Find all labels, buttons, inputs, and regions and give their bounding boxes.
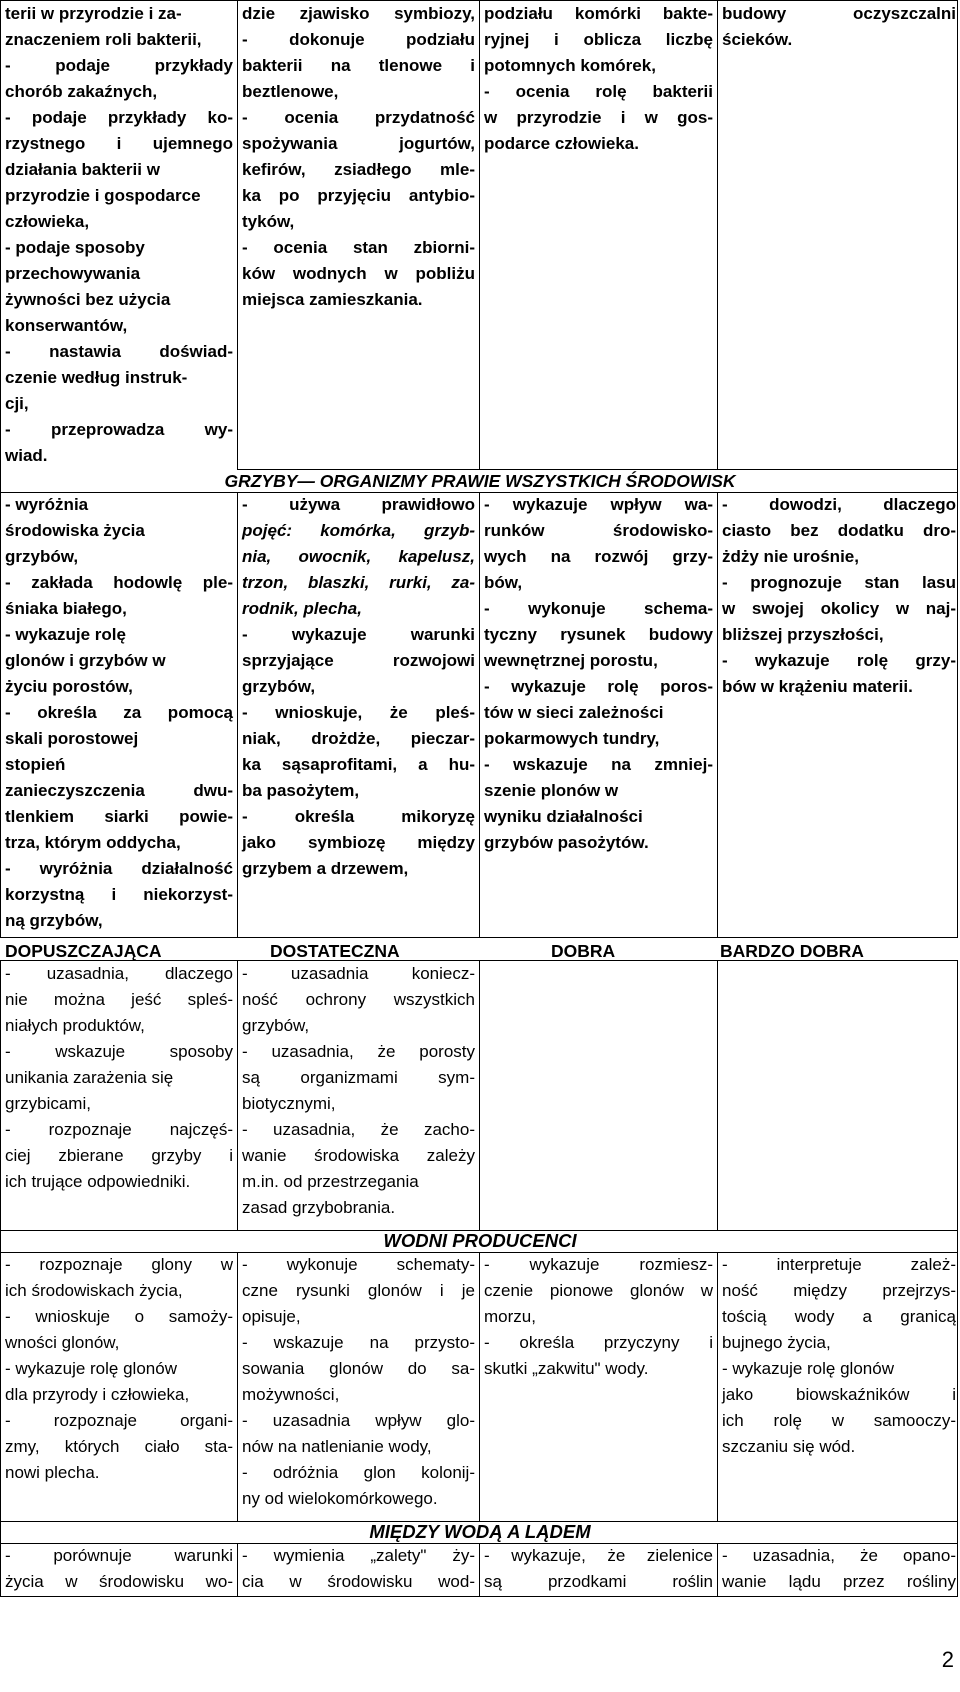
text-line: - wykazuje rolę glonów xyxy=(5,1359,177,1378)
bacteria-col2 xyxy=(237,1,479,313)
text-line: rzystnego i ujemnego xyxy=(5,134,233,153)
text-line: ność ochrony wszystkich xyxy=(242,990,475,1009)
text-line: bów, xyxy=(484,573,523,592)
text-line: - podaje przykłady ko- xyxy=(5,108,233,127)
text-line: - wykazuje, że zielenice xyxy=(484,1546,713,1565)
text-line: - uzasadnia koniecz- xyxy=(242,964,475,983)
text-line: ich trujące odpowiedniki. xyxy=(5,1172,191,1191)
text-line: rodnik, plecha, xyxy=(242,599,362,618)
text-line: - ocenia stan zbiorni- xyxy=(242,238,475,257)
land-col3 xyxy=(479,1543,717,1595)
text-line: nia, owocnik, kapelusz, xyxy=(242,547,475,566)
text-line: są organizmami sym- xyxy=(242,1068,475,1087)
text-line: - wnioskuje o samoży- xyxy=(5,1307,233,1326)
text-line: życia w środowisku wo- xyxy=(5,1572,233,1591)
text-line: wiad. xyxy=(5,446,48,465)
text-line: m.in. od przestrzegania xyxy=(242,1172,419,1191)
text-line: - wykazuje rozmiesz- xyxy=(484,1255,713,1274)
text-line: runków środowisko- xyxy=(484,521,713,540)
text-line: - uzasadnia, że zacho- xyxy=(242,1120,475,1139)
text-line: bliższej przyszłości, xyxy=(722,625,884,644)
level-bardzo-dobra: BARDZO DOBRA xyxy=(720,941,864,961)
text-line: zasad grzybobrania. xyxy=(242,1198,396,1217)
text-line: - wykazuje rolę grzy- xyxy=(722,651,956,670)
text-line: czne rysunki glonów i je xyxy=(242,1281,475,1300)
text-line: beztlenowe, xyxy=(242,82,339,101)
text-line: - ocenia rolę bakterii xyxy=(484,82,713,101)
text-line: - uzasadnia, że porosty xyxy=(242,1042,475,1061)
text-line: przyrodzie i gospodarce xyxy=(5,186,201,205)
text-line: sowania glonów do sa- xyxy=(242,1359,475,1378)
level-dobra: DOBRA xyxy=(551,941,616,961)
page-number: 2 xyxy=(941,1647,954,1672)
section-title-land: MIĘDZY WODĄ A LĄDEM xyxy=(369,1521,591,1542)
row-rule xyxy=(0,1596,958,1597)
text-line: ciej zbierane grzyby i xyxy=(5,1146,233,1165)
text-line: cji, xyxy=(5,394,29,413)
text-line: skali porostowej xyxy=(5,729,139,748)
text-line: spożywania jogurtów, xyxy=(242,134,475,153)
level-dostateczna: DOSTATECZNA xyxy=(270,941,400,961)
text-line: - rozpoznaje organi- xyxy=(5,1411,233,1430)
text-line: grzybów, xyxy=(242,1016,310,1035)
text-line: - zakłada hodowlę ple- xyxy=(5,573,233,592)
text-line: ciasto bez dodatku dro- xyxy=(722,521,956,540)
fungi-col4 xyxy=(717,492,960,700)
text-line: - dokonuje podziału xyxy=(242,30,475,49)
algae-col1 xyxy=(0,1252,237,1486)
text-line: - wyróżnia xyxy=(5,495,89,514)
text-line: ny od wielokomórkowego. xyxy=(242,1489,438,1508)
text-line: życiu porostów, xyxy=(5,677,133,696)
text-line: - wykazuje rolę poros- xyxy=(484,677,713,696)
column-rule xyxy=(957,960,958,1230)
text-line: niak, drożdże, pieczar- xyxy=(242,729,475,748)
text-line: - wskazuje na zmniej- xyxy=(484,755,713,774)
text-line: - odróżnia glon kolonij- xyxy=(242,1463,475,1482)
text-line: pojęć: komórka, grzyb- xyxy=(242,521,475,540)
text-line: dla przyrody i człowieka, xyxy=(5,1385,190,1404)
column-rule xyxy=(479,960,480,1230)
text-line: miejsca zamieszkania. xyxy=(242,290,423,309)
text-line: śniaka białego, xyxy=(5,599,127,618)
text-line: trzon, blaszki, rurki, za- xyxy=(242,573,475,592)
text-line: w przyrodzie i w gos- xyxy=(484,108,713,127)
column-rule xyxy=(717,960,718,1230)
text-line: - uzasadnia, że opano- xyxy=(722,1546,956,1565)
text-line: czenie według instruk- xyxy=(5,368,188,387)
text-line: - ocenia przydatność xyxy=(242,108,475,127)
text-line: zmy, których ciało sta- xyxy=(5,1437,233,1456)
text-line: tyczny rysunek budowy xyxy=(484,625,713,644)
bacteria-col1 xyxy=(0,1,237,469)
land-col2 xyxy=(237,1543,479,1595)
text-line: - interpretuje zależ- xyxy=(722,1255,956,1274)
text-line: trza, którym oddycha, xyxy=(5,833,181,852)
text-line: tów w sieci zależności xyxy=(484,703,664,722)
text-line: konserwantów, xyxy=(5,316,128,335)
text-line: biotycznymi, xyxy=(242,1094,336,1113)
text-line: nowi plecha. xyxy=(5,1463,100,1482)
text-line: wanie lądu przez rośliny xyxy=(722,1572,956,1591)
text-line: - wskazuje na przysto- xyxy=(242,1333,475,1352)
text-line: ka sąsaprofitami, a hu- xyxy=(242,755,475,774)
text-line: glonów i grzybów w xyxy=(5,651,166,670)
text-line: - wyróżnia działalność xyxy=(5,859,233,878)
text-line: - używa prawidłowo xyxy=(242,495,475,514)
text-line: kefirów, zsiadłego mle- xyxy=(242,160,475,179)
text-line: - uzasadnia wpływ glo- xyxy=(242,1411,475,1430)
column-rule xyxy=(717,0,718,470)
text-line: wności glonów, xyxy=(5,1333,120,1352)
row-rule xyxy=(0,937,958,938)
text-line: - wykazuje wpływ wa- xyxy=(484,495,713,514)
text-line: człowieka, xyxy=(5,212,90,231)
text-line: - rozpoznaje glony w xyxy=(5,1255,233,1274)
text-line: sprzyjające rozwojowi xyxy=(242,651,475,670)
text-line: korzystną i niekorzyst- xyxy=(5,885,233,904)
text-line: nów na natlenianie wody, xyxy=(242,1437,432,1456)
text-line: zanieczyszczenia dwu- xyxy=(5,781,233,800)
text-line: przechowywania xyxy=(5,264,141,283)
text-line: ność między przejrzys- xyxy=(722,1281,956,1300)
text-line: są przodkami roślin xyxy=(484,1572,713,1591)
text-line: wanie środowiska zależy xyxy=(242,1146,475,1165)
text-line: jako biowskaźników i xyxy=(722,1385,956,1404)
column-rule xyxy=(957,0,958,470)
algae-col4 xyxy=(717,1252,960,1460)
text-line: - wykonuje schematy- xyxy=(242,1255,475,1274)
fungi-col3 xyxy=(479,492,717,856)
text-line: opisuje, xyxy=(242,1307,301,1326)
text-line: wewnętrznej porostu, xyxy=(484,651,658,670)
algae-col3 xyxy=(479,1252,717,1382)
text-line: - wykazuje rolę xyxy=(5,625,126,644)
text-line: - podaje przykłady xyxy=(5,56,233,75)
text-line: unikania zarażenia się xyxy=(5,1068,174,1087)
text-line: grzybów, xyxy=(5,547,79,566)
text-line: ba pasożytem, xyxy=(242,781,360,800)
text-line: szenie plonów w xyxy=(484,781,619,800)
bacteria-col4 xyxy=(717,1,960,53)
text-line: - rozpoznaje najczęś- xyxy=(5,1120,233,1139)
text-line: stopień xyxy=(5,755,66,774)
text-line: - wykazuje warunki xyxy=(242,625,475,644)
text-line: - porównuje warunki xyxy=(5,1546,233,1565)
land-col1 xyxy=(0,1543,237,1595)
text-line: czenie pionowe glonów w xyxy=(484,1281,713,1300)
text-line: potomnych komórek, xyxy=(484,56,656,75)
text-line: - określa za pomocą xyxy=(5,703,233,722)
level-dopuszczajaca: DOPUSZCZAJĄCA xyxy=(5,941,162,961)
text-line: ich rolę w samooczy- xyxy=(722,1411,956,1430)
section-title-fungi: GRZYBY— ORGANIZMY PRAWIE WSZYSTKICH ŚRODOWISK xyxy=(224,471,736,491)
algae-col2 xyxy=(237,1252,479,1512)
fungi2-col1 xyxy=(0,961,237,1195)
text-line: wyniku działalności xyxy=(484,807,643,826)
text-line: - przeprowadza wy- xyxy=(5,420,233,439)
text-line: pokarmowych tundry, xyxy=(484,729,660,748)
land-col4 xyxy=(717,1543,960,1595)
text-line: - wnioskuje, że pleś- xyxy=(242,703,475,722)
text-line: - wskazuje sposoby xyxy=(5,1042,233,1061)
text-line: - dowodzi, dlaczego xyxy=(722,495,956,514)
text-line: ścieków. xyxy=(722,30,793,49)
text-line: w swojej okolicy w naj- xyxy=(722,599,956,618)
text-line: szczaniu się wód. xyxy=(722,1437,856,1456)
section-title-algae: WODNI PRODUCENCI xyxy=(383,1230,577,1251)
text-line: żywności bez użycia xyxy=(5,290,171,309)
text-line: bakterii na tlenowe i xyxy=(242,56,475,75)
text-line: tością wody a granicą xyxy=(722,1307,956,1326)
text-line: - uzasadnia, dlaczego xyxy=(5,964,233,983)
text-line: chorób zakaźnych, xyxy=(5,82,158,101)
text-line: bów w krążeniu materii. xyxy=(722,677,913,696)
text-line: podziału komórki bakte- xyxy=(484,4,713,23)
text-line: morzu, xyxy=(484,1307,536,1326)
text-line: - nastawia doświad- xyxy=(5,342,233,361)
text-line: - określa mikoryzę xyxy=(242,807,475,826)
text-line: podarce człowieka. xyxy=(484,134,639,153)
text-line: ka po przyjęciu antybio- xyxy=(242,186,475,205)
text-line: nie można jeść spleś- xyxy=(5,990,233,1009)
text-line: możywności, xyxy=(242,1385,340,1404)
text-line: ną grzybów, xyxy=(5,911,103,930)
text-line: działania bakterii w xyxy=(5,160,160,179)
text-line: grzybem a drzewem, xyxy=(242,859,409,878)
text-line: jako symbiozę między xyxy=(242,833,475,852)
text-line: - wymienia „zalety" ży- xyxy=(242,1546,475,1565)
fungi-col2 xyxy=(237,492,479,882)
text-line: - określa przyczyny i xyxy=(484,1333,713,1352)
text-line: - podaje sposoby xyxy=(5,238,145,257)
text-line: żdży nie urośnie, xyxy=(722,547,859,566)
text-line: środowiska życia xyxy=(5,521,145,540)
text-line: ków wodnych w pobliżu xyxy=(242,264,475,283)
text-line: - prognozuje stan lasu xyxy=(722,573,956,592)
text-line: tyków, xyxy=(242,212,295,231)
text-line: grzybów pasożytów. xyxy=(484,833,649,852)
fungi-col1 xyxy=(0,492,237,934)
text-line: grzybicami, xyxy=(5,1094,91,1113)
bacteria-col3 xyxy=(479,1,717,157)
text-line: - wykazuje rolę glonów xyxy=(722,1359,894,1378)
text-line: tlenkiem siarki powie- xyxy=(5,807,233,826)
text-line: wych na rozwój grzy- xyxy=(484,547,713,566)
text-line: ich środowiskach życia, xyxy=(5,1281,183,1300)
text-line: - wykonuje schema- xyxy=(484,599,713,618)
text-line: grzybów, xyxy=(242,677,316,696)
text-line: dzie zjawisko symbiozy, xyxy=(242,4,475,23)
text-line: niałych produktów, xyxy=(5,1016,145,1035)
text-line: skutki „zakwitu" wody. xyxy=(484,1359,649,1378)
text-line: terii w przyrodzie i za- xyxy=(5,4,182,23)
fungi2-col2 xyxy=(237,961,479,1221)
text-line: ryjnej i oblicza liczbę xyxy=(484,30,713,49)
text-line: znaczeniem roli bakterii, xyxy=(5,30,202,49)
text-line: cia w środowisku wod- xyxy=(242,1572,475,1591)
text-line: budowy oczyszczalni xyxy=(722,4,956,23)
text-line: bujnego życia, xyxy=(722,1333,831,1352)
